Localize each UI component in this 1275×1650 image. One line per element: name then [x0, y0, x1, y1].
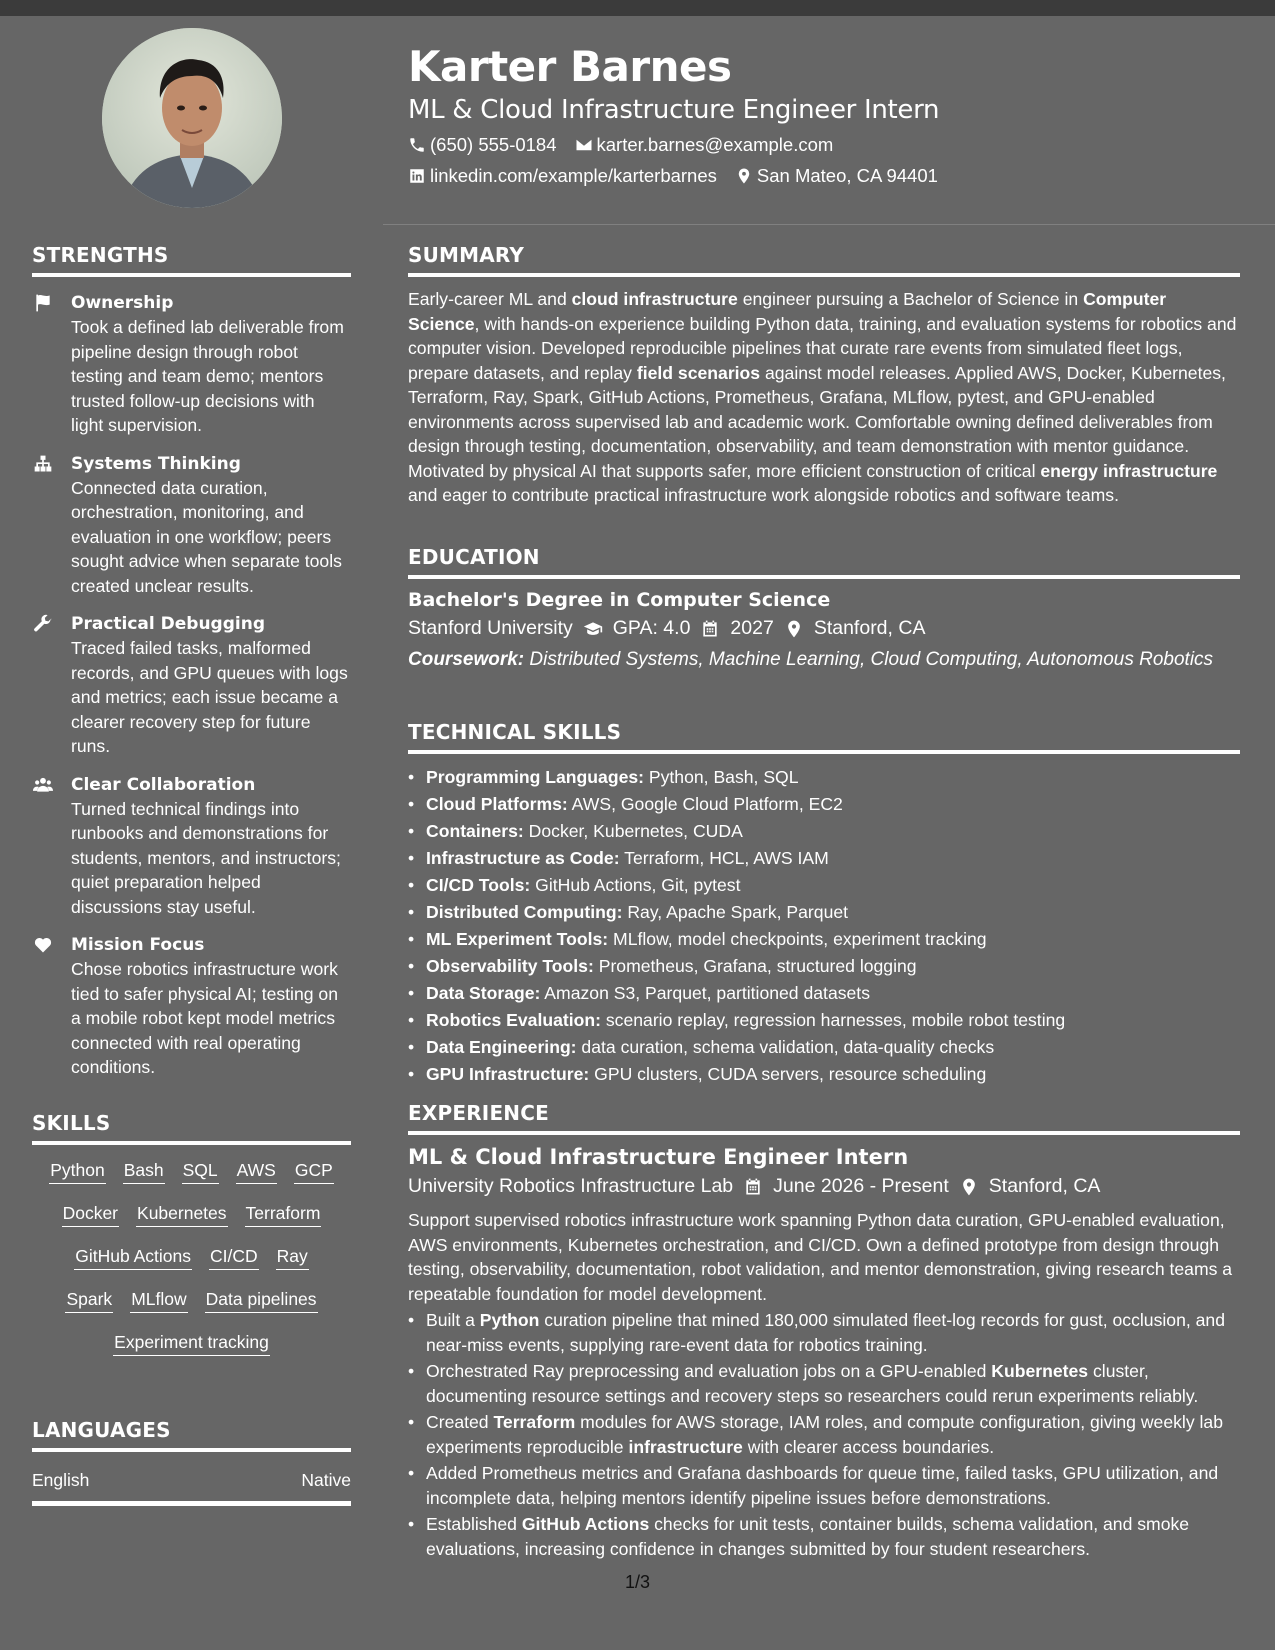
experience-summary: Support supervised robotics infrastructure work spanning Python data curation, GPU-enabled evaluation, AWS environments, Kubernetes orchestration, and CI/CD. Own a defined prototype from design through testing, observability, documentation, robot validation, and mentor demonstration, giving research teams a repeatable foundation for model development.: [408, 1210, 1233, 1304]
body-text: Created: [426, 1412, 494, 1432]
technical-skill-item: [408, 845, 1240, 872]
language-level: Native: [301, 1470, 351, 1490]
strength-desc: Traced failed tasks, malformed records, and GPU queues with logs and metrics; each issue became a clearer recovery step for future runs.: [71, 638, 348, 756]
skill-category: Data Storage:: [426, 983, 541, 1003]
emphasis-text: Python: [479, 1310, 540, 1330]
technical-skill-item: [408, 1034, 1240, 1061]
location-contact: [735, 165, 938, 187]
body-text: , with hands-on experience building Python data, training, and evaluation systems for robotics and computer vision. Developed reproducible pipelines that curate rare events from simulated fleet logs, prepare datasets, and replay: [408, 313, 1237, 383]
skill-category: GPU Infrastructure:: [426, 1064, 590, 1084]
body-text: curation pipeline that mined 180,000 simulated fleet-log records for gust, occlusion, and near-miss events, supplying rare-event data for robotics training.: [426, 1310, 1226, 1355]
emphasis-text: Terraform: [493, 1412, 576, 1432]
language-item: [32, 1470, 351, 1506]
skill-tag: Python: [49, 1159, 105, 1184]
technical-skill-item: [408, 764, 1240, 791]
summary-section: [408, 243, 1240, 508]
users-icon: [32, 775, 54, 795]
strength-desc: Turned technical findings into runbooks and demonstrations for students, mentors, and instructors; quiet preparation helped discussions stay useful.: [71, 798, 341, 917]
skill-values: Docker, Kubernetes, CUDA: [523, 821, 743, 841]
technical-skills-section: [408, 720, 1240, 1088]
language-name: English: [32, 1470, 90, 1490]
skill-category: Programming Languages:: [426, 767, 644, 787]
linkedin-icon: [408, 167, 426, 185]
strength-desc: Took a defined lab deliverable from pipeline design through robot testing and team demo; mentors trusted follow-up decisions with light supervision.: [71, 317, 344, 435]
skill-category: Observability Tools:: [426, 956, 594, 976]
email-contact[interactable]: [575, 134, 834, 156]
body-text: Early-career ML and: [408, 289, 572, 309]
emphasis-text: cloud infrastructure: [571, 289, 738, 309]
experience-heading: EXPERIENCE: [408, 1101, 1240, 1135]
map-pin-icon: [735, 167, 753, 185]
email-text: karter.barnes@example.com: [596, 134, 834, 155]
graduation-year: 2027: [730, 617, 774, 639]
job-title: ML & Cloud Infrastructure Engineer Intern: [408, 95, 940, 125]
technical-skill-item: [408, 872, 1240, 899]
emphasis-text: field scenarios: [636, 362, 761, 383]
skill-values: scenario replay, regression harnesses, mobile robot testing: [600, 1010, 1066, 1030]
languages-heading: LANGUAGES: [32, 1418, 351, 1452]
experience-meta: [408, 1175, 1240, 1198]
technical-skill-item: [408, 818, 1240, 845]
skill-tag: CI/CD: [209, 1245, 259, 1270]
strength-item: [32, 452, 351, 599]
emphasis-text: energy infrastructure: [1040, 460, 1218, 481]
technical-skills-list: [408, 764, 1240, 1088]
top-bar: [0, 0, 1275, 16]
skill-tag: AWS: [236, 1159, 277, 1184]
emphasis-text: infrastructure: [628, 1436, 743, 1457]
skill-values: Ray, Apache Spark, Parquet: [622, 902, 849, 922]
experience-bullet: [408, 1410, 1240, 1459]
strength-desc: Connected data curation, orchestration, monitoring, and evaluation in one workflow; peers sought advice when separate tools created unclear results.: [71, 477, 342, 596]
body-text: Built a: [426, 1310, 480, 1330]
header-divider: [383, 224, 1275, 225]
map-pin-icon: [959, 1177, 979, 1197]
technical-skill-item: [408, 953, 1240, 980]
page-number: 1/3: [624, 1572, 651, 1592]
candidate-name: Karter Barnes: [408, 42, 732, 91]
coursework-label: Coursework:: [408, 649, 525, 670]
strength-name: Practical Debugging: [71, 614, 265, 634]
experience-section: [408, 1101, 1240, 1561]
strength-name: Clear Collaboration: [71, 774, 256, 795]
strengths-section: [32, 243, 351, 1080]
skill-category: Distributed Computing:: [426, 902, 623, 922]
profile-photo: [102, 28, 282, 208]
education-section: [408, 545, 1240, 672]
strength-item: [32, 612, 351, 759]
skill-category: Containers:: [426, 821, 524, 841]
skill-tag: Bash: [123, 1159, 165, 1184]
experience-bullet: [408, 1308, 1240, 1357]
summary-text: [408, 287, 1240, 508]
strength-name: Mission Focus: [71, 935, 205, 955]
emphasis-text: Kubernetes: [991, 1361, 1089, 1381]
emphasis-text: GitHub Actions: [521, 1514, 650, 1534]
linkedin-contact[interactable]: [408, 165, 717, 187]
skill-category: Infrastructure as Code:: [426, 848, 620, 868]
skills-section: [32, 1111, 351, 1374]
skill-values: MLflow, model checkpoints, experiment tracking: [608, 929, 987, 949]
strength-name: Ownership: [71, 293, 174, 313]
skill-tag: Docker: [62, 1202, 119, 1227]
skill-values: Python, Bash, SQL: [644, 767, 799, 787]
body-text: with clearer access boundaries.: [742, 1436, 995, 1457]
technical-skill-item: [408, 926, 1240, 953]
skill-values: Prometheus, Grafana, structured logging: [593, 956, 917, 976]
body-text: engineer pursuing a Bachelor of Science in: [737, 289, 1084, 309]
sitemap-icon: [32, 454, 54, 474]
role-title: ML & Cloud Infrastructure Engineer Intern: [408, 1145, 909, 1169]
phone-icon: [408, 136, 426, 154]
wrench-icon: [32, 614, 54, 634]
flag-icon: [32, 293, 54, 313]
experience-bullet: [408, 1461, 1240, 1510]
skill-values: GitHub Actions, Git, pytest: [530, 875, 741, 895]
technical-skill-item: [408, 980, 1240, 1007]
body-text: and eager to contribute practical infrastructure work alongside robotics and software teams.: [408, 485, 1119, 505]
school-name: Stanford University: [408, 617, 573, 639]
phone-contact[interactable]: [408, 134, 557, 156]
skill-tag: Data pipelines: [205, 1288, 318, 1313]
body-text: Orchestrated Ray preprocessing and evaluation jobs on a GPU-enabled: [426, 1361, 992, 1381]
coursework-list: Distributed Systems, Machine Learning, Cloud Computing, Autonomous Robotics: [529, 649, 1214, 670]
strength-item: [32, 933, 351, 1080]
education-meta: [408, 617, 1240, 640]
coursework: [408, 648, 1240, 672]
map-pin-icon: [784, 619, 804, 639]
skill-tag: GitHub Actions: [74, 1245, 192, 1270]
skill-tag: Experiment tracking: [113, 1331, 270, 1356]
skill-values: GPU clusters, CUDA servers, resource scheduling: [589, 1064, 987, 1084]
calendar-icon: [743, 1177, 763, 1197]
skill-tag: GCP: [294, 1159, 334, 1184]
body-text: checks for unit tests, container builds, schema validation, and smoke evaluations, increasing confidence in changes submitted by four student researchers.: [426, 1514, 1190, 1559]
skill-tag: SQL: [182, 1159, 219, 1184]
experience-bullet: [408, 1512, 1240, 1561]
organization: University Robotics Infrastructure Lab: [408, 1175, 734, 1197]
technical-skill-item: [408, 899, 1240, 926]
degree: Bachelor's Degree in Computer Science: [408, 589, 831, 611]
technical-skill-item: [408, 1061, 1240, 1088]
body-text: against model releases. Applied AWS, Docker, Kubernetes, Terraform, Ray, Spark, GitHub Actions, Prometheus, Grafana, MLflow, pytest, and GPU-enabled environments across supervised lab and academic work. Comfortable owning defined deliverables from design through testing, documentation, observability, and team demonstration with mentor guidance. Motivated by physical AI that supports safer, more efficient construction of critical: [408, 362, 1226, 481]
experience-bullet: [408, 1359, 1240, 1408]
skill-category: Data Engineering:: [426, 1037, 577, 1057]
body-text: Established: [426, 1514, 522, 1534]
skill-tag: Spark: [65, 1288, 113, 1313]
skill-values: Amazon S3, Parquet, partitioned datasets: [540, 983, 870, 1003]
technical-skill-item: [408, 791, 1240, 818]
skill-values: AWS, Google Cloud Platform, EC2: [567, 794, 843, 814]
skill-tags: [32, 1145, 351, 1356]
skill-tag: MLflow: [130, 1288, 187, 1313]
body-text: cluster, documenting resource settings and recovery steps so researchers could rerun experiments reliably.: [426, 1361, 1199, 1406]
calendar-icon: [700, 619, 720, 639]
strength-name: Systems Thinking: [71, 453, 241, 474]
strength-desc: Chose robotics infrastructure work tied to safer physical AI; testing on a mobile robot kept model metrics connected with real operating conditions.: [71, 959, 338, 1077]
skill-category: Robotics Evaluation:: [426, 1010, 601, 1030]
education-heading: EDUCATION: [408, 545, 1240, 579]
skill-category: Cloud Platforms:: [426, 794, 568, 814]
location-text: San Mateo, CA 94401: [756, 165, 938, 186]
body-text: Added Prometheus metrics and Grafana dashboards for queue time, failed tasks, GPU utilization, and incomplete data, helping mentors identify pipeline issues before demonstrations.: [426, 1463, 1219, 1508]
contact-row-1: [408, 134, 833, 156]
summary-heading: SUMMARY: [408, 243, 1240, 277]
languages-section: [32, 1418, 351, 1506]
body-text: modules for AWS storage, IAM roles, and compute configuration, giving weekly lab experiments reproducible: [426, 1412, 1224, 1457]
experience-bullets: [408, 1308, 1240, 1561]
strength-item: [32, 291, 351, 438]
gpa: GPA: 4.0: [612, 617, 691, 639]
school-location: Stanford, CA: [813, 617, 926, 639]
skill-values: Terraform, HCL, AWS IAM: [619, 848, 829, 868]
skill-values: data curation, schema validation, data-quality checks: [576, 1037, 995, 1057]
graduation-cap-icon: [583, 619, 603, 639]
skills-heading: SKILLS: [32, 1111, 351, 1145]
technical-skill-item: [408, 1007, 1240, 1034]
heart-icon: [32, 935, 54, 955]
skill-tag: Ray: [276, 1245, 309, 1270]
envelope-icon: [575, 136, 593, 154]
emphasis-text: Computer Science: [408, 289, 1167, 334]
technical-skills-heading: TECHNICAL SKILLS: [408, 720, 1240, 754]
phone-text: (650) 555-0184: [430, 134, 557, 155]
experience-location: Stanford, CA: [988, 1175, 1101, 1197]
skill-tag: Kubernetes: [136, 1202, 228, 1227]
skill-category: CI/CD Tools:: [426, 875, 531, 895]
date-range: June 2026 - Present: [773, 1175, 949, 1197]
contact-row-2: [408, 165, 938, 187]
skill-tag: Terraform: [245, 1202, 322, 1227]
strengths-heading: STRENGTHS: [32, 243, 351, 277]
strength-item: [32, 773, 351, 920]
skill-category: ML Experiment Tools:: [426, 929, 609, 949]
linkedin-text: linkedin.com/example/karterbarnes: [430, 165, 717, 186]
